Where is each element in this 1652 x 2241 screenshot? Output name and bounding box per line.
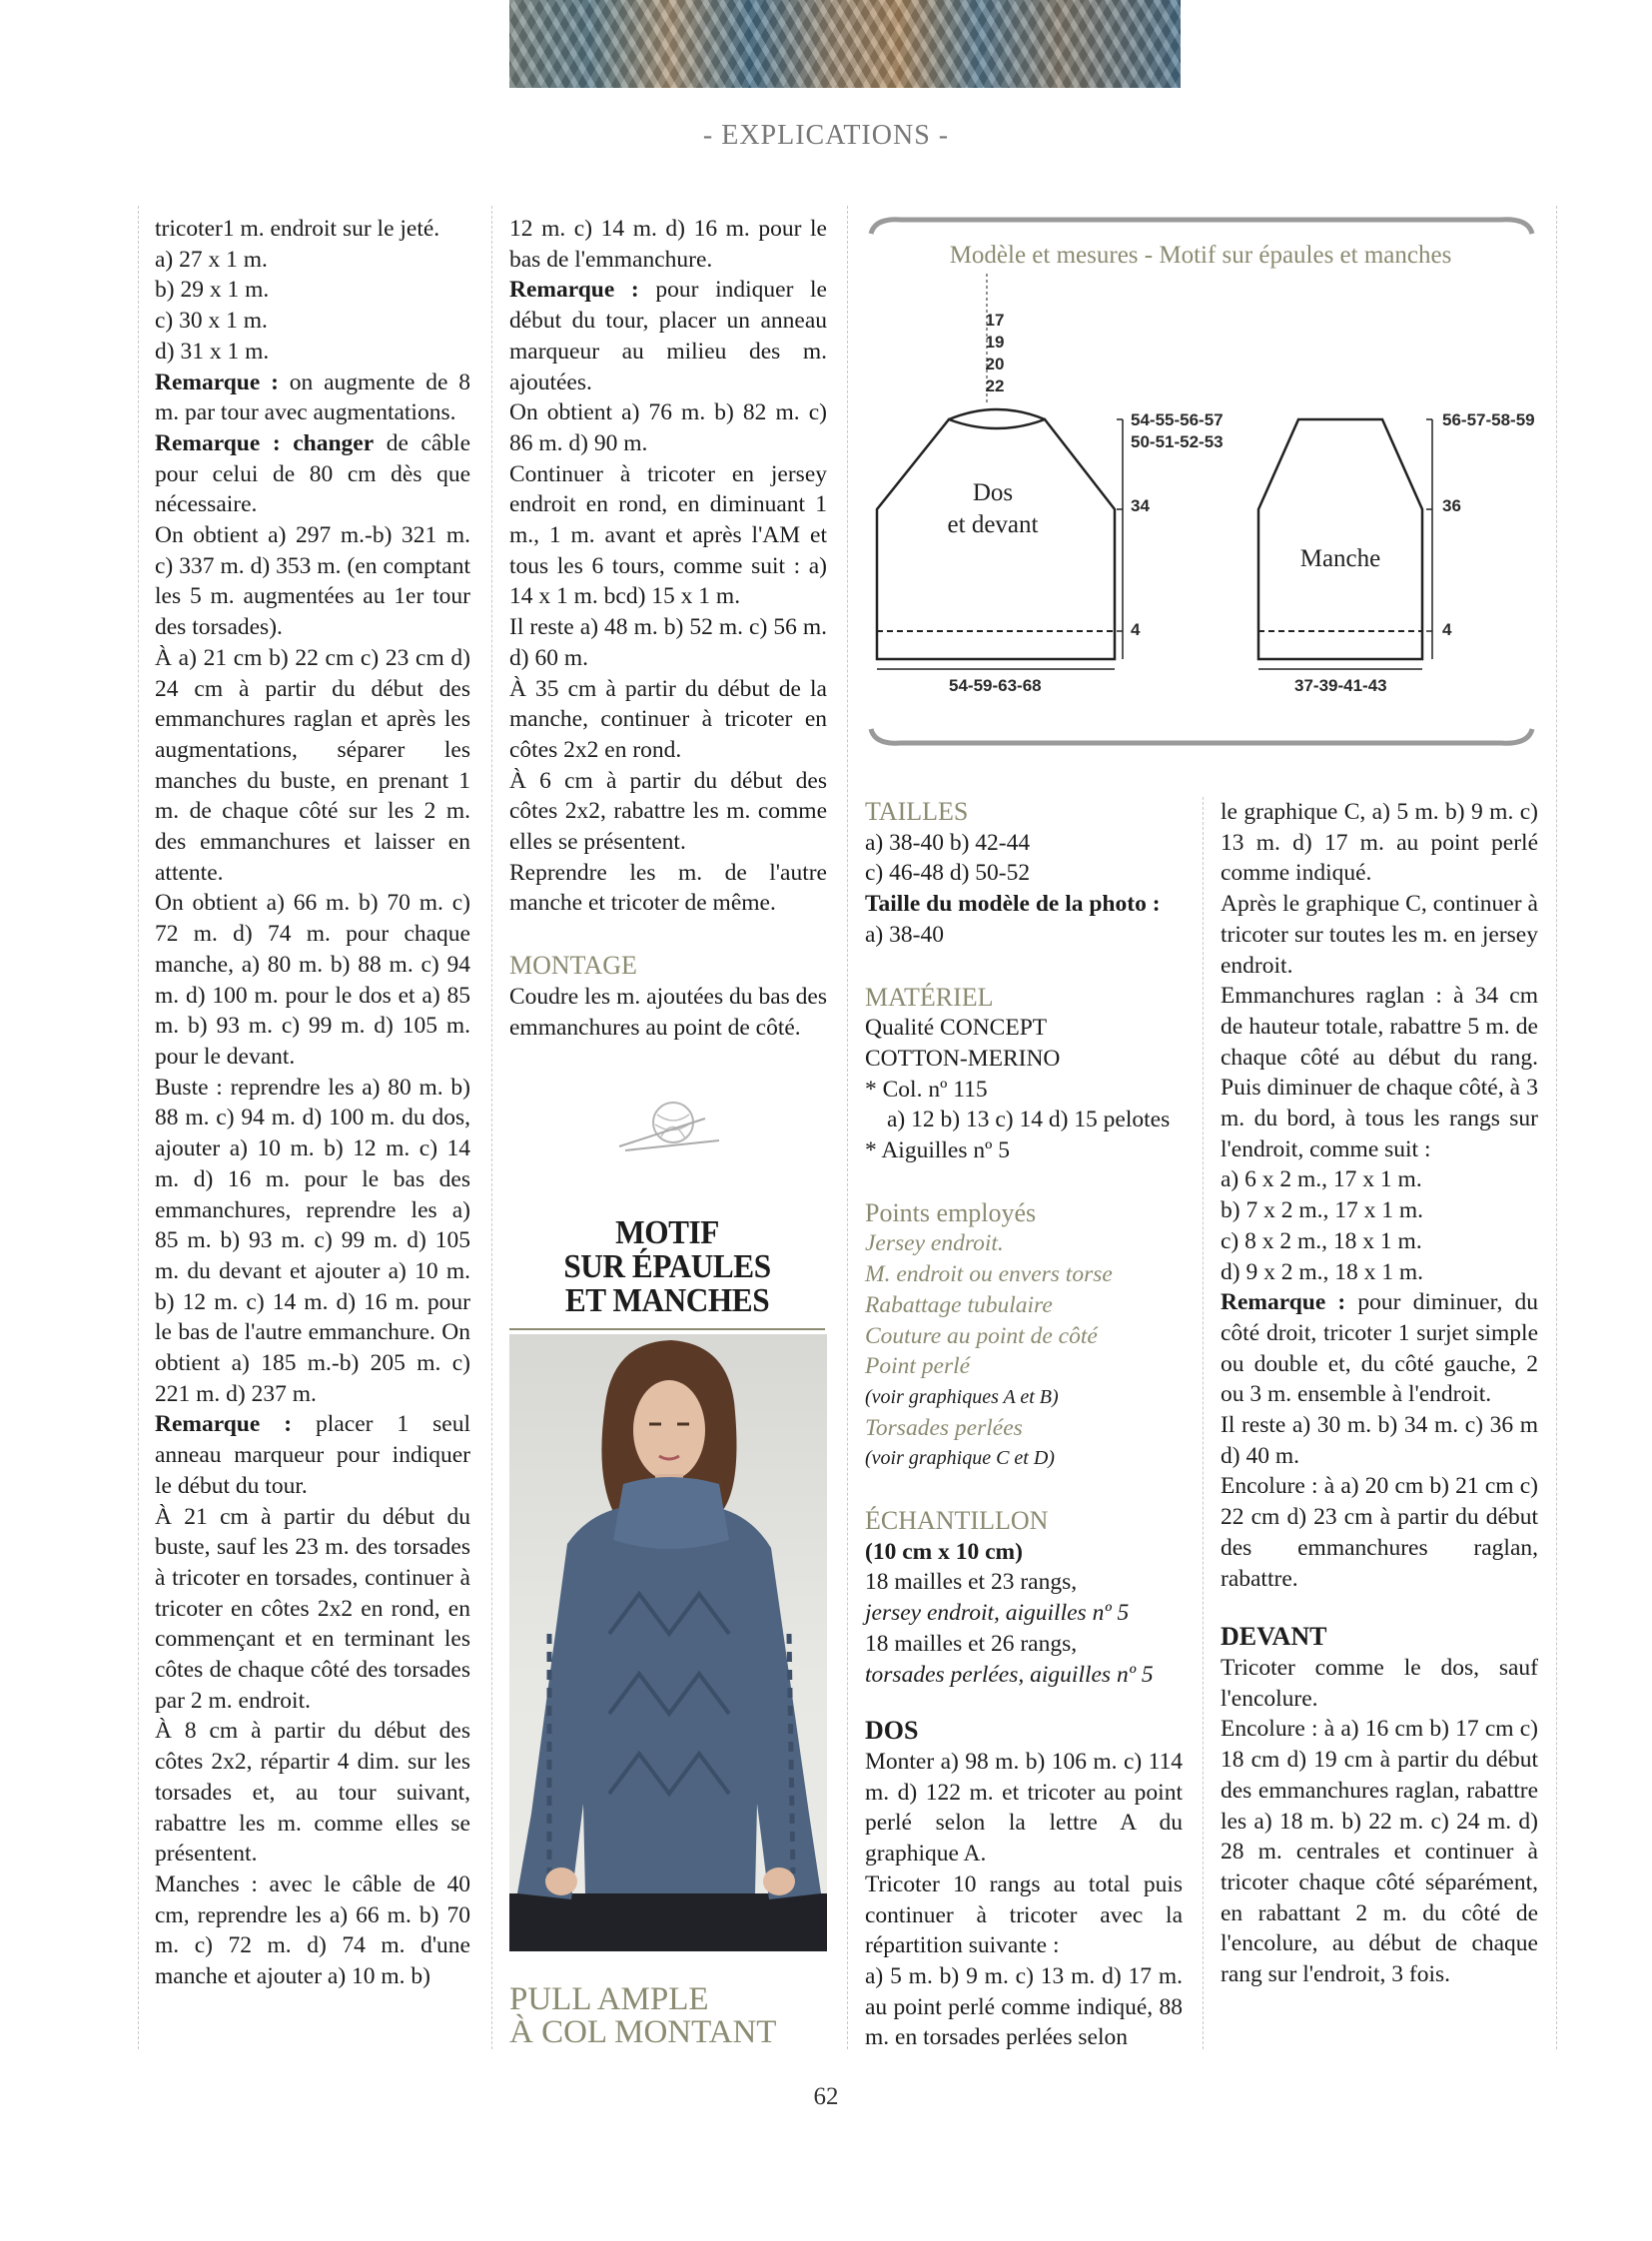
body-rib-label: 4 (1131, 620, 1141, 639)
paragraph: Tricoter comme le dos, sauf l'encolure. (1221, 1654, 1538, 1712)
stitch-item: M. endroit ou envers torse (865, 1261, 1113, 1288)
neck-size: 20 (985, 355, 1005, 374)
body-label-line: et devant (947, 511, 1039, 538)
body-label (931, 477, 1055, 541)
sizes-line: a) 38-40 b) 42-44 (865, 829, 1031, 856)
neck-size: 17 (985, 311, 1005, 330)
paragraph (509, 275, 827, 397)
body-label-line: Dos (972, 479, 1014, 506)
title-rule (509, 1328, 825, 1330)
photo-size-value: a) 38-40 (865, 921, 944, 948)
paragraph: Reprendre les m. de l'autre manche et tricoter de même. (509, 859, 827, 917)
section-title-devant: DEVANT (1221, 1622, 1327, 1652)
paragraph: Coudre les m. ajoutées du bas des emmanchures au point de côté. (509, 983, 827, 1041)
paragraph: On obtient a) 76 m. b) 82 m. c) 86 m. d) 90 m. (509, 399, 827, 456)
paragraph: a) 5 m. b) 9 m. c) 13 m. d) 17 m. au point perlé comme indiqué, 88 m. en torsades perlées selon (865, 1962, 1183, 2051)
paragraph: d) 9 x 2 m., 18 x 1 m. (1221, 1258, 1424, 1285)
section-title-dos: DOS (865, 1716, 919, 1746)
gauge-line: 18 mailles et 26 rangs, (865, 1630, 1078, 1657)
section-title-montage: MONTAGE (509, 951, 637, 981)
paragraph: Encolure : à a) 16 cm b) 17 cm c) 18 cm d) 19 cm à partir du début des emmanchures raglan, rabattre les a) 18 m. b) 22 m. c) 24 m. d) 28 m. centrales et continuer à tricoter chaque côté séparément, en rabattant 2 m. du côté de l'encolure, au début de chaque rang sur l'endroit, 3 fois. (1221, 1716, 1538, 1988)
body-side-label: 34 (1131, 496, 1150, 515)
remark-text: placer 1 seul anneau marqueur pour indiquer le début du tour. (155, 1411, 470, 1499)
paragraph: Buste : reprendre les a) 80 m. b) 88 m. c) 94 m. d) 100 m. du dos, ajouter a) 10 m. b) 12 m. c) 14 m. d) 16 m. pour le bas des emmanchures, reprendre les a) 85 m. b) 93 m. c) 99 m. d) 105 m. du devant et ajouter a) 10 m. b) 12 m. c) 14 m. d) 16 m. pour le bas de l'autre emmanchure. On obtient a) 185 m.-b) 205 m. c) 221 m. d) 237 m. (155, 1074, 470, 1407)
photo-size-label: Taille du modèle de la photo : (865, 891, 1161, 918)
paragraph (1221, 1287, 1538, 1410)
paragraph: À 21 cm à partir du début du buste, sauf les 23 m. des torsades à tricoter en torsades, continuer à tricoter en côtes 2x2 en rond, en commençant et en terminant les côtes de chaque côté des torsades par 2 m. endroit. (155, 1503, 470, 1714)
paragraph: On obtient a) 66 m. b) 70 m. c) 72 m. d) 74 m. pour chaque manche, a) 80 m. b) 88 m. c) 94 m. d) 100 m. pour le dos et a) 85 m. b) 93 m. c) 99 m. d) 105 m. pour le devant. (155, 890, 470, 1070)
pull-title-line: À COL MONTANT (509, 2014, 777, 2050)
model-photo (509, 1334, 827, 1951)
paragraph: À 8 cm à partir du début des côtes 2x2, répartir 4 dim. sur les torsades et, au tour suivant, rabattre les m. comme elles se présentent. (155, 1718, 470, 1868)
paragraph: b) 29 x 1 m. (155, 277, 270, 304)
paragraph: a) 27 x 1 m. (155, 246, 268, 273)
paragraph: le graphique C, a) 5 m. b) 9 m. c) 13 m. d) 17 m. au point perlé comme indiqué. (1221, 799, 1538, 887)
remark-label: Remarque : (509, 277, 639, 304)
paragraph: Continuer à tricoter en jersey endroit en rond, en diminuant 1 m., 1 m. avant et après l'AM et tous les 6 tours, comme suit : a) 14 x 1 m. bcd) 15 x 1 m. (509, 460, 827, 610)
paragraph: À a) 21 cm b) 22 cm c) 23 cm d) 24 cm à partir du début des emmanchures raglan et après les augmentations, séparer les manches du buste, en prenant 1 m. de chaque côté sur les 2 m. des emmanchures et laisser en attente. (155, 644, 470, 886)
paragraph: À 35 cm à partir du début de la manche, continuer à tricoter en côtes 2x2 en rond. (509, 675, 827, 763)
body-width-label: 54-59-63-68 (949, 676, 1042, 695)
paragraph: c) 8 x 2 m., 18 x 1 m. (1221, 1227, 1422, 1254)
remark-text: pour diminuer, du côté droit, tricoter 1 surjet simple ou double et, du côté gauche, 2 ou 3 m. ensemble à l'endroit. (1221, 1289, 1538, 1408)
material-line: * Col. nº 115 (865, 1076, 988, 1103)
remark-text: pour indiquer le début du tour, placer un anneau marqueur au milieu des m. ajoutées. (509, 277, 827, 395)
sizes-line: c) 46-48 d) 50-52 (865, 860, 1031, 887)
stitch-item: Jersey endroit. (865, 1230, 1004, 1257)
column-divider (491, 206, 492, 2049)
neck-size: 22 (985, 376, 1005, 395)
gauge-line: (10 cm x 10 cm) (865, 1538, 1023, 1565)
remark-label: Remarque : changer (155, 429, 375, 456)
sleeve-side-label: 36 (1442, 496, 1461, 515)
paragraph: Tricoter 10 rangs au total puis continuer à tricoter avec la répartition suivante : (865, 1870, 1183, 1959)
motif-title-line: ET MANCHES (564, 1282, 770, 1319)
paragraph: c) 30 x 1 m. (155, 308, 268, 335)
paragraph: Emmanchures raglan : à 34 cm de hauteur totale, rabattre 5 m. de chaque côté au début du rang. Puis diminuer de chaque côté, à 3 m. du bord, à tous les rangs sur l'endroit, comme suit : (1221, 983, 1538, 1162)
paragraph: 12 m. c) 14 m. d) 16 m. pour le bas de l'emmanchure. (509, 216, 827, 273)
stitch-note: (voir graphique C et D) (865, 1447, 1055, 1470)
yarn-ball-icon (615, 1097, 725, 1156)
material-line: COTTON-MERINO (865, 1045, 1061, 1072)
gauge-line: 18 mailles et 23 rangs, (865, 1569, 1078, 1596)
sleeve-total-height-label: 56-57-58-59 (1442, 410, 1535, 429)
paragraph: Encolure : à a) 20 cm b) 21 cm c) 22 cm d) 23 cm à partir du début des emmanchures raglan, rabattre. (1221, 1473, 1538, 1592)
body-total-height-label: 54-55-56-57 (1131, 410, 1224, 429)
paragraph (155, 368, 470, 428)
material-line: a) 12 b) 13 c) 14 d) 15 pelotes (887, 1107, 1171, 1133)
stitch-item: Point perlé (865, 1353, 971, 1380)
remark-label: Remarque : (155, 369, 279, 395)
remark-label: Remarque : (1221, 1289, 1346, 1316)
text-column-3 (865, 797, 1183, 2053)
paragraph: b) 7 x 2 m., 17 x 1 m. (1221, 1197, 1424, 1224)
diagram-title: Modèle et mesures - Motif sur épaules et manches (949, 242, 1452, 269)
material-line: * Aiguilles nº 5 (865, 1137, 1011, 1164)
material-line: Qualité CONCEPT (865, 1015, 1048, 1042)
section-title-points: Points employés (865, 1197, 1037, 1227)
paragraph (155, 428, 470, 520)
stitch-item: Torsades perlées (865, 1414, 1023, 1441)
paragraph (155, 1409, 470, 1501)
remark-text: on augmente de 8 m. par tour avec augmentations. (155, 369, 470, 426)
text-column-1 (155, 214, 470, 1992)
column-divider (1203, 797, 1204, 2049)
stitch-item: Couture au point de côté (865, 1322, 1098, 1349)
page-number: 62 (813, 2083, 839, 2110)
paragraph: a) 6 x 2 m., 17 x 1 m. (1221, 1166, 1422, 1193)
column-divider (138, 206, 139, 2049)
paragraph: Monter a) 98 m. b) 106 m. c) 114 m. d) 122 m. et tricoter au point perlé selon la lettre A du graphique A. (865, 1748, 1183, 1868)
stitch-note: (voir graphiques A et B) (865, 1385, 1059, 1408)
motif-title-line: MOTIF (615, 1214, 719, 1251)
paragraph: À 6 cm à partir du début des côtes 2x2, rabattre les m. comme elles se présentent. (509, 767, 827, 856)
paragraph: Après le graphique C, continuer à tricoter sur toutes les m. en jersey endroit. (1221, 891, 1538, 979)
neck-size-labels (985, 310, 1005, 397)
paragraph: tricoter1 m. endroit sur le jeté. (155, 216, 440, 242)
column-divider (1556, 206, 1557, 2049)
section-header: - EXPLICATIONS - (702, 120, 950, 151)
motif-title-line: SUR ÉPAULES (563, 1248, 771, 1285)
pull-title (509, 1983, 776, 2049)
yarn-texture-banner (509, 0, 1181, 88)
paragraph: Il reste a) 30 m. b) 34 m. c) 36 m d) 40 m. (1221, 1412, 1538, 1469)
section-title-materiel: MATÉRIEL (865, 982, 994, 1012)
paragraph: d) 31 x 1 m. (155, 338, 270, 365)
text-column-2 (509, 214, 827, 1043)
body-raglan-height-label: 50-51-52-53 (1131, 432, 1224, 451)
column-divider (847, 206, 848, 2049)
section-title-echantillon: ÉCHANTILLON (865, 1506, 1049, 1536)
measurements-diagram (861, 214, 1540, 751)
stitch-item: Rabattage tubulaire (865, 1291, 1053, 1318)
remark-text: de câble pour celui de 80 cm dès que nécessaire. (155, 429, 470, 518)
pull-title-line: PULL AMPLE (509, 1981, 709, 2017)
remark-label: Remarque : (155, 1411, 293, 1438)
section-title-tailles: TAILLES (865, 797, 969, 826)
sleeve-label: Manche (1299, 545, 1381, 572)
gauge-line: torsades perlées, aiguilles nº 5 (865, 1661, 1154, 1688)
sleeve-width-label: 37-39-41-43 (1294, 676, 1387, 695)
motif-title (522, 1216, 813, 1318)
text-column-4 (1221, 797, 1538, 1990)
neck-size: 19 (985, 333, 1005, 352)
paragraph: On obtient a) 297 m.-b) 321 m. c) 337 m. d) 353 m. (en comptant les 5 m. augmentées au 1er tour des torsades). (155, 522, 470, 641)
gauge-line: jersey endroit, aiguilles nº 5 (865, 1600, 1130, 1627)
sleeve-rib-label: 4 (1442, 620, 1452, 639)
paragraph: Il reste a) 48 m. b) 52 m. c) 56 m. d) 60 m. (509, 614, 827, 671)
paragraph: Manches : avec le câble de 40 cm, reprendre les a) 66 m. b) 70 m. c) 72 m. d) 74 m. d'une manche et ajouter a) 10 m. b) (155, 1870, 470, 1990)
